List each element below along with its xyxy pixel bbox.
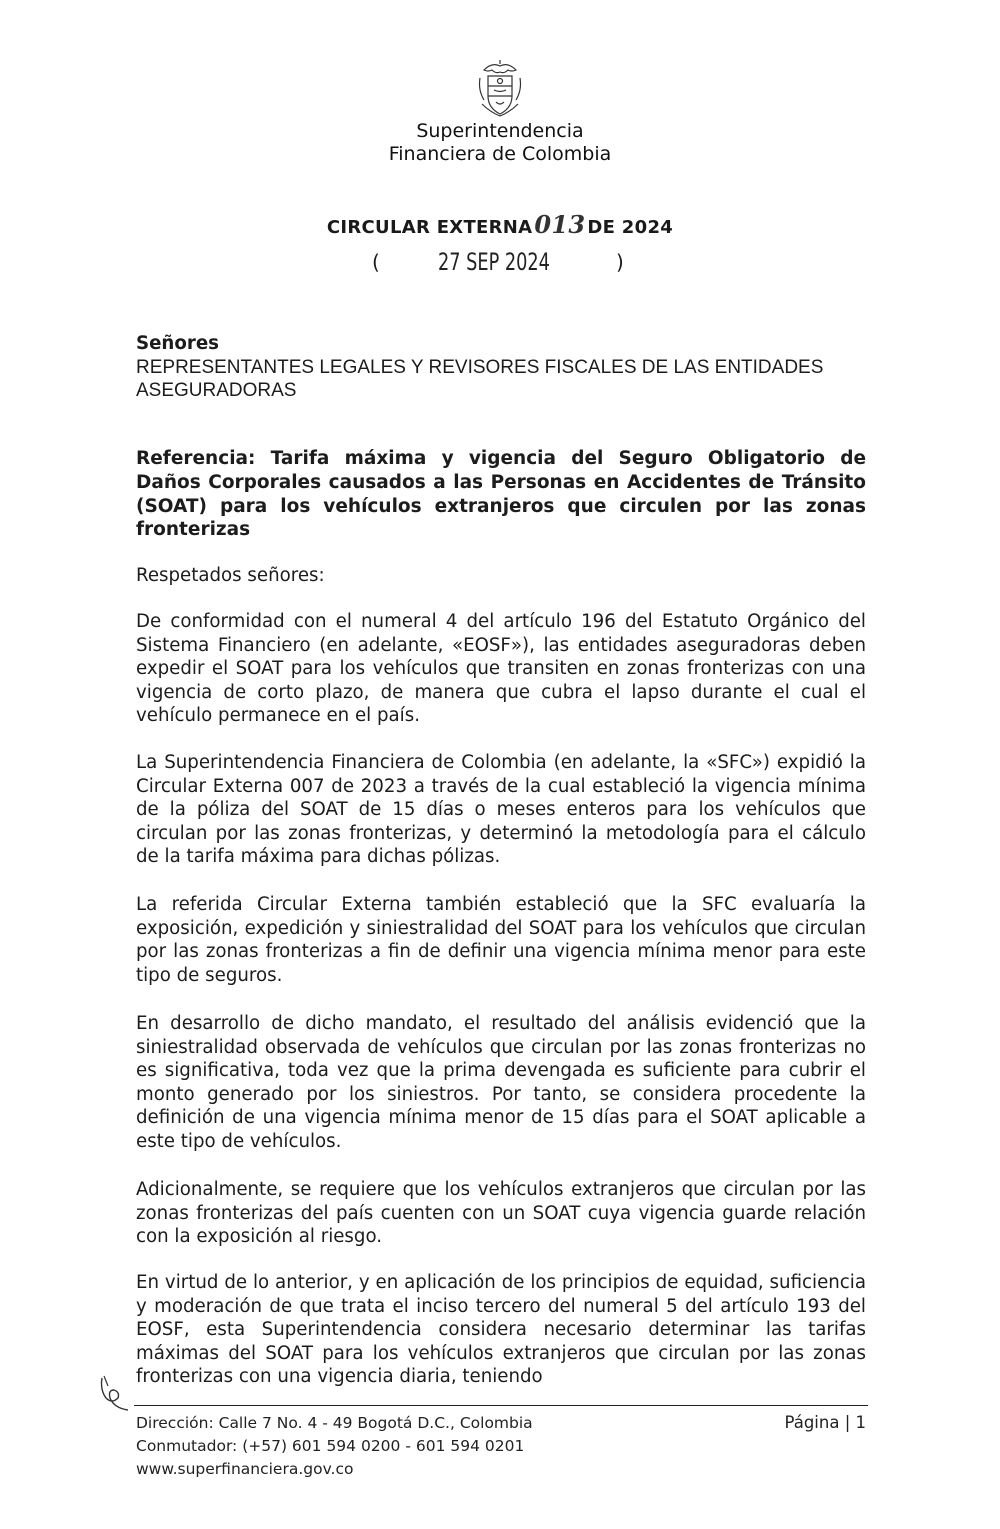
circular-date — [372, 250, 632, 282]
paragraph: En virtud de lo anterior, y en aplicación de los principios de equidad, suficiencia y moderación de que trata el inciso tercero del numeral 5 del artículo 193 del EOSF, esta Superintendencia considera necesario determinar las tarifas máximas del SOAT para los vehículos extranjeros que circulan por las zonas fronterizas con una vigencia diaria, teniendo — [136, 1272, 866, 1387]
date-open-paren: ( — [372, 250, 380, 274]
footer-phone: Conmutador: (+57) 601 594 0200 - 601 594 0201 — [136, 1437, 525, 1455]
salutation-heading: Señores — [136, 333, 220, 354]
recipients: REPRESENTANTES LEGALES Y REVISORES FISCALES DE LAS ENTIDADES ASEGURADORAS — [136, 357, 824, 401]
circular-prefix: CIRCULAR EXTERNA — [326, 217, 533, 238]
paragraph: Adicionalmente, se requiere que los vehículos extranjeros que circulan por las zonas fronterizas del país cuenten con un SOAT cuya vigencia guarde relación con la exposición al riesgo. — [136, 1179, 866, 1247]
footer-website: www.superfinanciera.gov.co — [136, 1460, 354, 1478]
paragraph: La Superintendencia Financiera de Colombia (en adelante, la «SFC») expidió la Circular Externa 007 de 2023 a través de la cual estableció la vigencia mínima de la póliza del SOAT de 15 días o meses enteros para los vehículos que circulan por las zonas fronterizas, y determinó la metodología para el cálculo de la tarifa máxima para dichas pólizas. — [136, 752, 866, 867]
paragraph: En desarrollo de dicho mandato, el resultado del análisis evidenció que la siniestralidad observada de vehículos que circulan por las zonas fronterizas no es significativa, toda vez que la prima devengada es suficiente para cubrir el monto generado por los siniestros. Por tanto, se considera procedente la definición de una vigencia mínima menor de 15 días para el SOAT aplicable a este tipo de vehículos. — [136, 1013, 866, 1152]
greeting: Respetados señores: — [136, 565, 325, 586]
org-name-line2: Financiera de Colombia — [388, 143, 612, 165]
footer-address: Dirección: Calle 7 No. 4 - 49 Bogotá D.C., Colombia — [136, 1414, 533, 1432]
paragraph: De conformidad con el numeral 4 del artículo 196 del Estatuto Orgánico del Sistema Financiero (en adelante, «EOSF»), las entidades aseguradoras deben expedir el SOAT para los vehículos que transiten en zonas fronterizas con una vigencia de corto plazo, de manera que cubra el lapso durante el cual el vehículo permanece en el país. — [136, 611, 866, 726]
page-number: Página | 1 — [784, 1413, 866, 1432]
paragraph: La referida Circular Externa también estableció que la SFC evaluaría la exposición, expedición y siniestralidad del SOAT para los vehículos que circulan por las zonas fronterizas a fin de definir una vigencia mínima menor para este tipo de seguros. — [136, 894, 866, 986]
reference: Referencia: Tarifa máxima y vigencia del Seguro Obligatorio de Daños Corporales causados a las Personas en Accidentes de Tránsito (SOAT) para los vehículos extranjeros que circulen por las zonas fronterizas — [136, 448, 866, 541]
footer-divider — [134, 1405, 868, 1406]
coat-of-arms-icon — [474, 60, 526, 118]
date-close-paren: ) — [616, 250, 624, 274]
date-stamp: 27 SEP 2024 — [438, 248, 550, 276]
circular-number: 013 — [534, 210, 586, 239]
circular-title — [0, 210, 1000, 239]
circular-suffix: DE 2024 — [587, 217, 674, 238]
org-name-line1: Superintendencia — [416, 120, 584, 142]
handwritten-initials-icon — [98, 1372, 132, 1412]
